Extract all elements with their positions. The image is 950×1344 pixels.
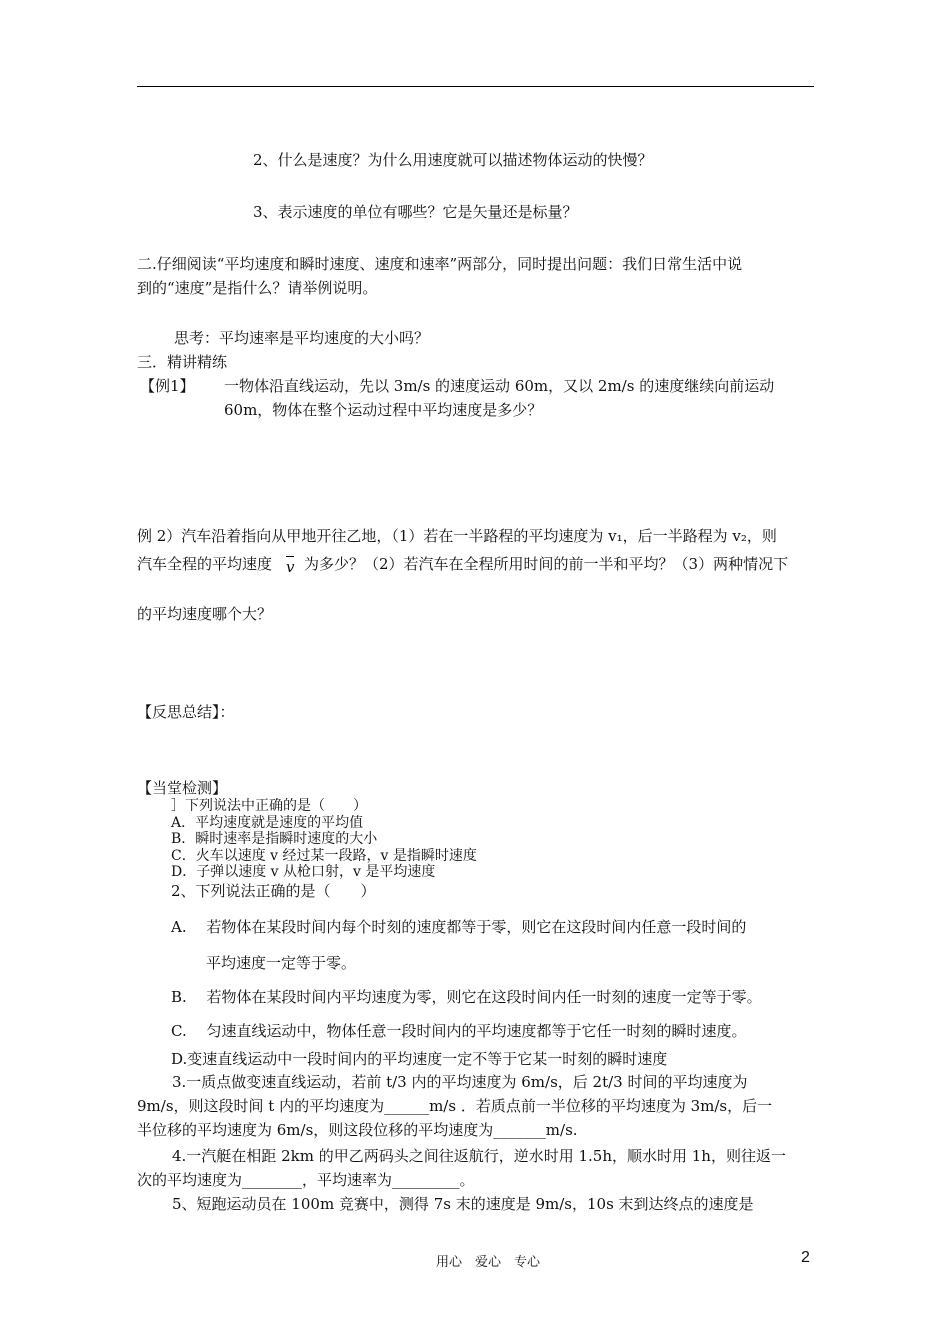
check-q2-option-b: B. 若物体在某段时间内平均速度为零，则它在这段时间内任一时刻的速度一定等于零。 — [171, 988, 762, 1006]
question-3: 3、表示速度的单位有哪些？它是矢量还是标量？ — [253, 203, 578, 221]
example2-line3: 的平均速度哪个大？ — [137, 605, 273, 623]
example1-line1: 一物体沿直线运动，先以 3m/s 的速度运动 60m，又以 2m/s 的速度继续向前运动 — [224, 377, 775, 395]
think-prompt: 思考：平均速率是平均速度的大小吗？ — [174, 329, 430, 347]
vbar-symbol: v — [286, 558, 295, 576]
check-q3-line2: 9m/s，则这段时间 t 内的平均速度为______m/s ．若质点前一半位移的平均速度为 3m/s，后一 — [137, 1097, 773, 1115]
question-2: 2、什么是速度？为什么用速度就可以描述物体运动的快慢？ — [253, 151, 653, 169]
example1-label: 【例1】 — [140, 377, 195, 395]
section3-heading: 三．精讲精练 — [137, 353, 228, 371]
page-number: 2 — [801, 1249, 810, 1266]
check-q1-option-c: C．火车以速度 v 经过某一段路，v 是指瞬时速度 — [171, 848, 477, 864]
reflection-heading: 【反思总结】： — [137, 703, 235, 721]
check-q1-option-a: A．平均速度就是速度的平均值 — [171, 815, 364, 831]
example2-line1: 例 2）汽车沿着指向从甲地开往乙地，（1）若在一半路程的平均速度为 v₁，后一半路程为 v₂，则 — [137, 527, 777, 545]
footer-motto: 用心 爱心 专心 — [436, 1255, 541, 1270]
check-q2-option-d: D.变速直线运动中一段时间内的平均速度一定不等于它某一时刻的瞬时速度 — [171, 1050, 668, 1068]
example2-line2b: 为多少？（2）若汽车在全程所用时间的前一半和平均？（3）两种情况下 — [304, 555, 789, 573]
check-q2-option-c: C. 匀速直线运动中，物体任意一段时间内的平均速度都等于它任一时刻的瞬时速度。 — [171, 1022, 747, 1040]
check-q5-line1: 5、短跑运动员在 100m 竞赛中，测得 7s 末的速度是 9m/s，10s 末到达终点的速度是 — [172, 1195, 754, 1213]
check-q4-line1: 4.一汽艇在相距 2km 的甲乙两码头之间往返航行，逆水时用 1.5h，顺水时用 1h，则往返一 — [172, 1147, 786, 1165]
check-q3-line3: 半位移的平均速度为 6m/s，则这段位移的平均速度为_______m/s. — [137, 1121, 578, 1139]
section2-line1: 二.仔细阅读“平均速度和瞬时速度、速度和速率”两部分，同时提出问题：我们日常生活中说 — [137, 255, 743, 273]
section2-line2: 到的“速度”是指什么？请举例说明。 — [137, 279, 378, 297]
check-q3-line1: 3.一质点做变速直线运动，若前 t/3 内的平均速度为 6m/s，后 2t/3 时间的平均速度为 — [172, 1073, 748, 1091]
check-q1-option-d: D．子弹以速度 v 从枪口射，v 是平均速度 — [171, 864, 436, 880]
check-q2-stem: 2、下列说法正确的是（ ） — [171, 882, 376, 900]
check-q2-option-a-line1: A. 若物体在某段时间内每个时刻的速度都等于零，则它在这段时间内任意一段时间的 — [171, 918, 747, 936]
check-q1-option-b: B．瞬时速率是指瞬时速度的大小 — [171, 831, 378, 847]
check-q4-line2: 次的平均速度为________，平均速率为_________。 — [137, 1171, 475, 1189]
example1-line2: 60m，物体在整个运动过程中平均速度是多少？ — [224, 401, 543, 419]
check-heading: 【当堂检测】 — [137, 779, 228, 797]
check-q1-stem: ］下列说法中正确的是（ ） — [171, 798, 367, 814]
example2-line2a: 汽车全程的平均速度 — [137, 555, 273, 573]
header-rule — [137, 86, 814, 87]
check-q2-option-a-line2: 平均速度一定等于零。 — [206, 954, 357, 972]
